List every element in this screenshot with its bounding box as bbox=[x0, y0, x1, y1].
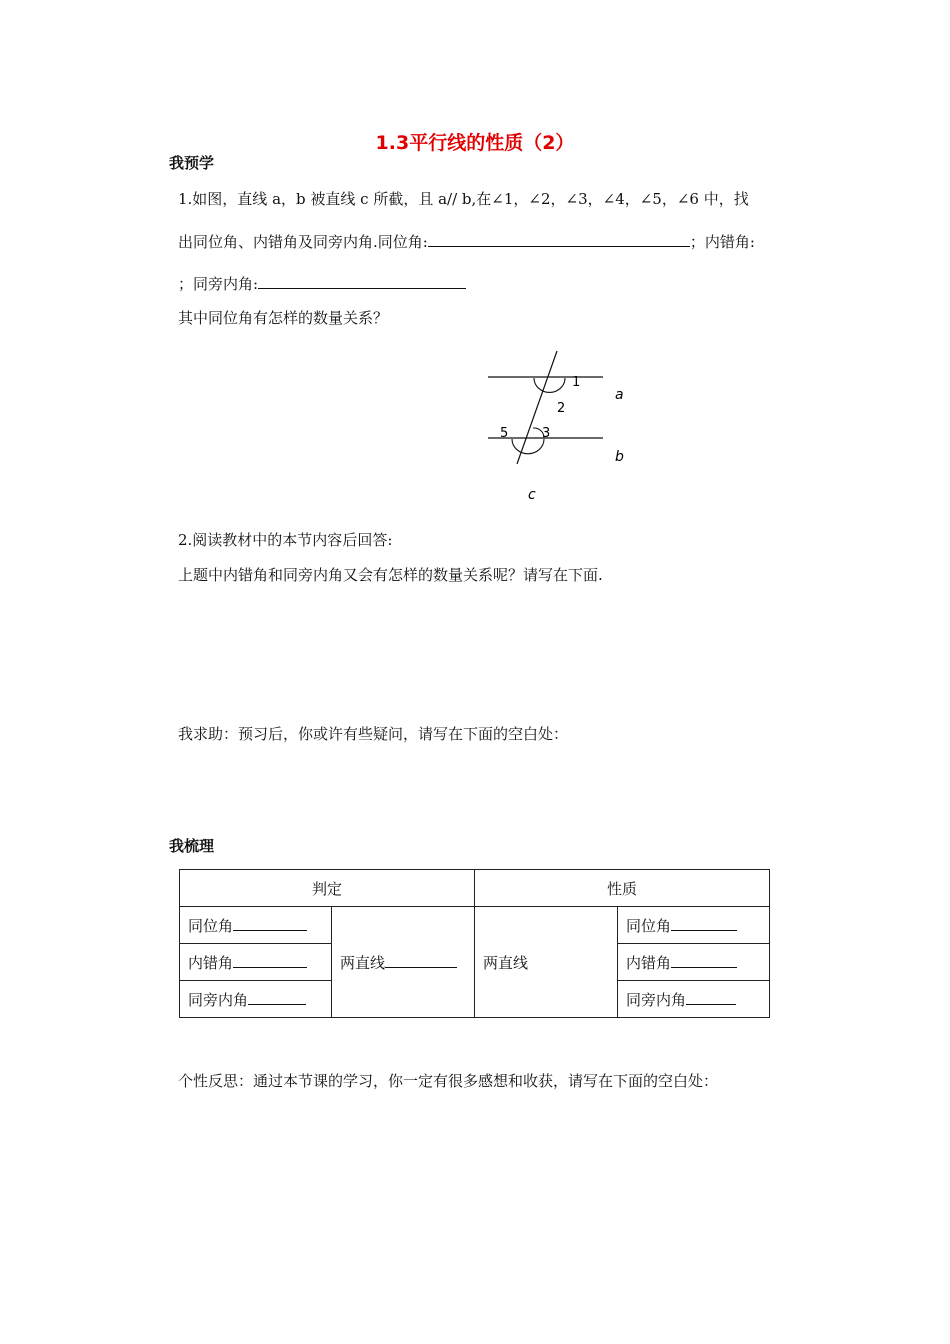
corresponding-angles-answer-line[interactable] bbox=[428, 245, 690, 247]
question-1-line-2 bbox=[178, 231, 755, 252]
help-prompt: 我求助：预习后，你或许有些疑问，请写在下面的空白处： bbox=[178, 725, 569, 743]
question-1-line-1: 1.如图，直线 a，b 被直线 c 所截，且 a// b,在∠1，∠2，∠3，∠4，∠5，∠6 中，找 bbox=[178, 190, 749, 208]
alternate-angles-label: ；内错角: bbox=[689, 233, 755, 251]
same-side-angles-answer-line[interactable] bbox=[258, 287, 466, 289]
property-corresponding-label: 同位角 bbox=[626, 916, 672, 935]
judge-conclusion-blank[interactable] bbox=[385, 953, 457, 968]
judge-alternate-blank[interactable] bbox=[233, 953, 307, 968]
line-c bbox=[517, 351, 557, 464]
table-cell-judge-alternate bbox=[180, 944, 332, 981]
section-heading-review: 我梳理 bbox=[169, 837, 215, 855]
section-heading-preview: 我预学 bbox=[169, 154, 215, 172]
judge-corresponding-blank[interactable] bbox=[233, 916, 307, 931]
judge-alternate-label: 内错角 bbox=[188, 953, 234, 972]
table-header-judge: 判定 bbox=[180, 870, 475, 907]
judge-two-lines-label: 两直线 bbox=[340, 953, 386, 972]
parallel-lines-figure bbox=[470, 340, 650, 510]
angle-label-5: 5 bbox=[500, 426, 509, 441]
table-cell-judge-corresponding bbox=[180, 907, 332, 944]
judge-same-side-blank[interactable] bbox=[248, 990, 306, 1005]
judge-corresponding-label: 同位角 bbox=[188, 916, 234, 935]
judge-same-side-label: 同旁内角 bbox=[188, 990, 249, 1009]
property-same-side-label: 同旁内角 bbox=[626, 990, 687, 1009]
angle-arc-bottom bbox=[512, 439, 544, 454]
angle-arc-top bbox=[534, 378, 565, 392]
property-same-side-blank[interactable] bbox=[686, 990, 736, 1005]
property-corresponding-blank[interactable] bbox=[671, 916, 737, 931]
question-1-prompt: 出同位角、内错角及同旁内角.同位角: bbox=[178, 233, 428, 251]
line-label-b: b bbox=[615, 449, 624, 465]
table-cell-property-corresponding bbox=[618, 907, 770, 944]
table-cell-property-same-side bbox=[618, 981, 770, 1018]
line-label-c: c bbox=[528, 487, 536, 503]
table-cell-property-premise: 两直线 bbox=[475, 907, 618, 1018]
property-alternate-blank[interactable] bbox=[671, 953, 737, 968]
summary-table bbox=[179, 869, 770, 1018]
table-cell-property-alternate bbox=[618, 944, 770, 981]
property-alternate-label: 内错角 bbox=[626, 953, 672, 972]
question-2-line-1: 2.阅读教材中的本节内容后回答: bbox=[178, 531, 393, 549]
question-1-line-4: 其中同位角有怎样的数量关系？ bbox=[178, 309, 389, 327]
reflection-prompt: 个性反思：通过本节课的学习，你一定有很多感想和收获，请写在下面的空白处： bbox=[178, 1072, 719, 1090]
angle-label-3: 3 bbox=[542, 426, 551, 441]
table-cell-judge-conclusion bbox=[332, 907, 475, 1018]
line-label-a: a bbox=[615, 387, 624, 403]
angle-label-1: 1 bbox=[572, 375, 581, 390]
page-title: 1.3平行线的性质（2） bbox=[375, 132, 575, 154]
angle-label-2: 2 bbox=[557, 401, 566, 416]
same-side-angles-label: ；同旁内角: bbox=[178, 275, 259, 293]
question-1-line-3 bbox=[178, 273, 466, 294]
question-2-line-2: 上题中内错角和同旁内角又会有怎样的数量关系呢？请写在下面. bbox=[178, 566, 603, 584]
table-header-property: 性质 bbox=[475, 870, 770, 907]
table-cell-judge-same-side bbox=[180, 981, 332, 1018]
